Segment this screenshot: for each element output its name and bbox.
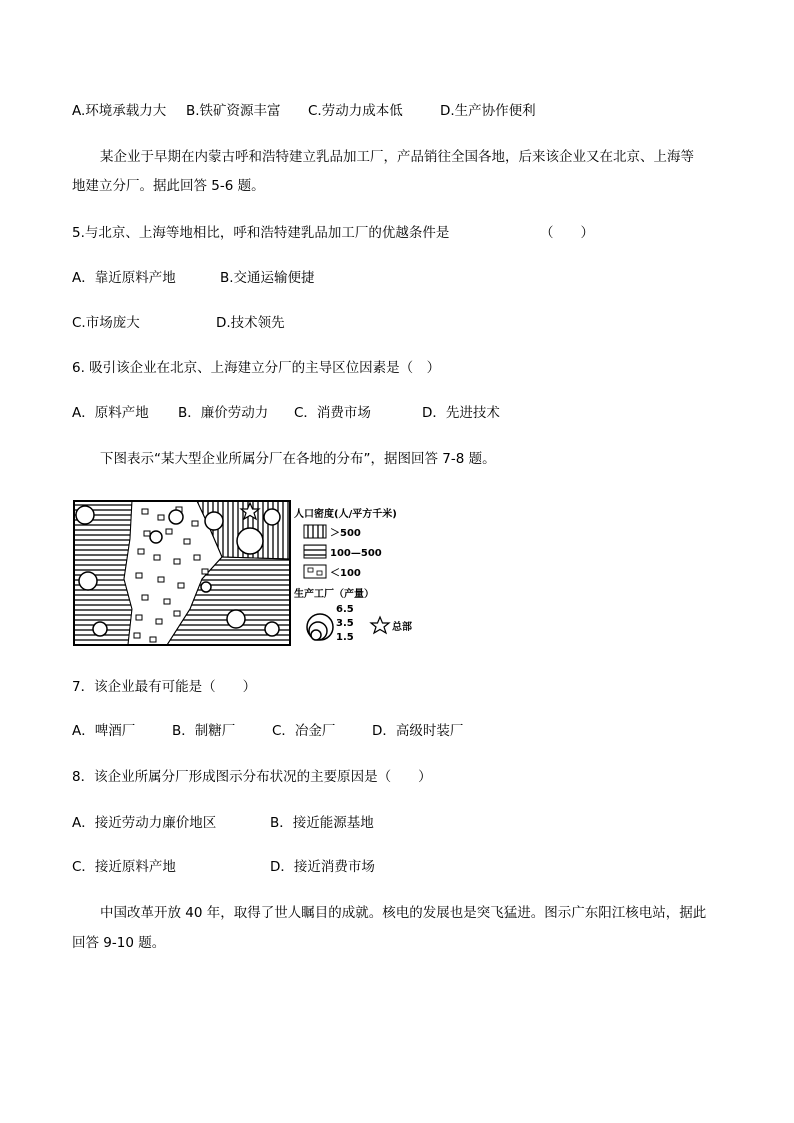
q5-answer-paren: （ ） — [540, 225, 594, 241]
factory-marker — [76, 506, 94, 524]
q6-option-b: B．廉价劳动力 — [178, 405, 269, 421]
factory-marker — [237, 528, 263, 554]
q8-option-a: A．接近劳动力廉价地区 — [72, 815, 217, 831]
q7-option-b: B．制糖厂 — [172, 723, 236, 739]
q5-option-b: B.交通运输便捷 — [220, 270, 315, 286]
legend-hq-star-icon — [371, 617, 389, 633]
factory-marker — [79, 572, 97, 590]
q7-option-d: D．高级时装厂 — [372, 723, 464, 739]
factory-marker — [93, 622, 107, 636]
intro-9-10-line2: 回答 9-10 题。 — [72, 935, 166, 951]
factory-marker — [205, 512, 223, 530]
legend-output-large: 6.5 — [336, 604, 354, 615]
q7-option-a: A．啤酒厂 — [72, 723, 136, 739]
legend-output-small: 1.5 — [336, 632, 354, 643]
q6-option-d: D．先进技术 — [422, 405, 500, 421]
q8-stem: 8．该企业所属分厂形成图示分布状况的主要原因是（ ） — [72, 769, 432, 785]
map-legend — [294, 507, 412, 643]
q5-option-c: C.市场庞大 — [72, 315, 140, 331]
factory-distribution-map — [72, 499, 432, 649]
legend-output-mid: 3.5 — [336, 618, 354, 629]
legend-swatch-mid — [304, 545, 326, 558]
q5-option-a: A．靠近原料产地 — [72, 270, 176, 286]
q8-option-d: D．接近消费市场 — [270, 859, 375, 875]
legend-hq-label: 总部 — [392, 622, 412, 633]
factory-marker — [169, 510, 183, 524]
factory-marker — [265, 622, 279, 636]
intro-7-8: 下图表示“某大型企业所属分厂在各地的分布”，据图回答 7-8 题。 — [100, 451, 496, 467]
q8-option-c: C．接近原料产地 — [72, 859, 176, 875]
intro-5-6-line2: 地建立分厂。据此回答 5-6 题。 — [72, 178, 265, 194]
q5-option-d: D.技术领先 — [216, 315, 285, 331]
map-frame — [74, 501, 290, 645]
factory-marker — [201, 582, 211, 592]
legend-density-high: ＞500 — [330, 528, 361, 539]
legend-swatch-low — [304, 565, 326, 578]
factory-marker — [227, 610, 245, 628]
q7-option-c: C．冶金厂 — [272, 723, 336, 739]
factory-marker — [150, 531, 162, 543]
intro-5-6-line1: 某企业于早期在内蒙古呼和浩特建立乳品加工厂，产品销往全国各地，后来该企业又在北京、上海等 — [100, 149, 694, 165]
q8-option-b: B．接近能源基地 — [270, 815, 374, 831]
q6-option-a: A．原料产地 — [72, 405, 149, 421]
q4-option-d: D.生产协作便利 — [440, 103, 536, 119]
intro-9-10-line1: 中国改革开放 40 年，取得了世人瞩目的成就。核电的发展也是突飞猛进。图示广东阳江核电站，据此 — [100, 905, 707, 921]
q6-option-c: C．消费市场 — [294, 405, 371, 421]
q4-option-c: C.劳动力成本低 — [308, 103, 403, 119]
legend-title: 人口密度(人/平方千米) — [294, 509, 397, 520]
legend-swatch-high — [304, 525, 326, 538]
q5-stem: 5.与北京、上海等地相比，呼和浩特建乳品加工厂的优越条件是 — [72, 225, 450, 241]
legend-density-low: ＜100 — [330, 568, 361, 579]
q6-stem: 6. 吸引该企业在北京、上海建立分厂的主导区位因素是（ ） — [72, 360, 441, 376]
q4-option-a: A.环境承载力大 — [72, 103, 167, 119]
q4-option-b: B.铁矿资源丰富 — [186, 103, 281, 119]
legend-factory-title: 生产工厂（产量） — [294, 589, 374, 600]
factory-marker — [264, 509, 280, 525]
q7-stem: 7．该企业最有可能是（ ） — [72, 679, 257, 695]
legend-density-mid: 100—500 — [330, 548, 382, 559]
